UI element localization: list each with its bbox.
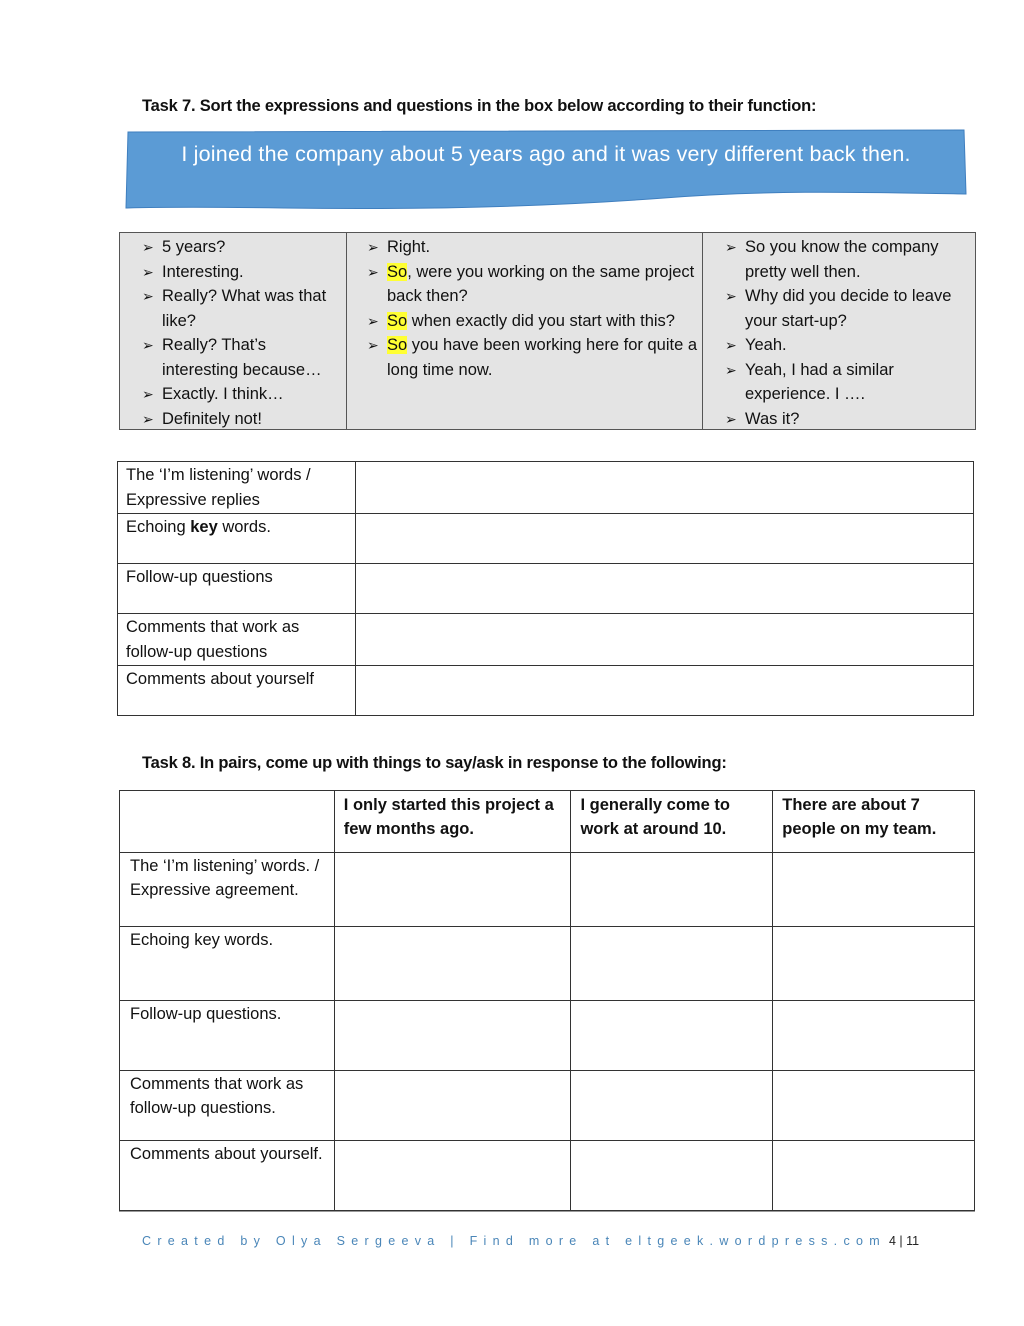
expression-text: Interesting. (162, 262, 244, 281)
task7-heading: Task 7. Sort the expressions and questions in the box below according to their function: (142, 97, 817, 115)
expression-text: Definitely not! (162, 409, 262, 428)
label-text: The ‘I’m listening’ words / Expressive replies (126, 466, 311, 509)
arrow-bullet-icon: ➢ (367, 312, 379, 329)
header-corner-cell (120, 791, 335, 853)
footer-credit: Created by Olya Sergeeva | Find more at eltgeek.wordpress.com (142, 1234, 886, 1248)
arrow-bullet-icon: ➢ (725, 337, 737, 353)
table-row (118, 514, 974, 564)
expression-item (120, 407, 346, 432)
table-row (120, 927, 975, 1001)
expression-text: Really? That’s interesting because… (162, 336, 322, 379)
label-text: Comments that work as follow-up questions (126, 618, 300, 661)
answer-cell[interactable] (356, 614, 974, 666)
arrow-bullet-icon: ➢ (367, 337, 379, 353)
arrow-bullet-icon: ➢ (142, 410, 154, 427)
banner-text: I joined the company about 5 years ago and it was very different back then. (181, 142, 911, 166)
expression-text: you have been working here for quite a long time now. (387, 336, 698, 379)
answer-cell[interactable] (356, 666, 974, 716)
expression-text: Yeah. (745, 336, 787, 354)
table-row (120, 1071, 975, 1141)
label-text: words. (217, 518, 271, 536)
expression-item (703, 333, 975, 358)
banner (124, 128, 968, 214)
table-header-row (120, 791, 975, 853)
function-label (118, 614, 356, 666)
row-label: Echoing key words. (120, 927, 335, 1001)
arrow-bullet-icon: ➢ (725, 361, 737, 378)
expressions-column-2 (347, 233, 703, 429)
expression-item (120, 333, 346, 382)
expression-text: when exactly did you start with this? (407, 311, 675, 330)
arrow-bullet-icon: ➢ (725, 288, 737, 304)
arrow-bullet-icon: ➢ (142, 263, 154, 280)
answer-cell[interactable] (773, 1001, 975, 1071)
expression-item (120, 260, 346, 285)
expression-text: 5 years? (162, 238, 226, 256)
arrow-bullet-icon: ➢ (142, 386, 154, 402)
expression-item (347, 260, 702, 309)
arrow-bullet-icon: ➢ (367, 263, 379, 280)
banner-shape (124, 128, 968, 214)
expression-item (703, 235, 975, 284)
task7-sort-table (117, 461, 974, 716)
expression-text: So you know the company pretty well then. (745, 238, 939, 281)
arrow-bullet-icon: ➢ (142, 239, 154, 255)
expression-text: Really? What was that like? (162, 287, 327, 330)
arrow-bullet-icon: ➢ (142, 288, 154, 304)
expression-text: Right. (387, 238, 431, 256)
expression-item (703, 284, 975, 333)
task8-response-table (119, 790, 975, 1211)
expression-text: Why did you decide to leave your start-up? (745, 287, 952, 330)
row-label: Comments that work as follow-up questions. (120, 1071, 335, 1141)
expression-item (120, 235, 346, 260)
answer-cell[interactable] (571, 1141, 773, 1211)
expression-item (347, 333, 702, 382)
expression-item (120, 284, 346, 333)
answer-cell[interactable] (334, 853, 571, 927)
expression-item (703, 407, 975, 432)
answer-cell[interactable] (571, 1071, 773, 1141)
column-header: There are about 7 people on my team. (773, 791, 975, 853)
answer-cell[interactable] (773, 853, 975, 927)
footer-divider (119, 1211, 975, 1212)
row-label: Comments about yourself. (120, 1141, 335, 1211)
expression-item (120, 382, 346, 407)
answer-cell[interactable] (773, 1141, 975, 1211)
table-row (120, 1001, 975, 1071)
table-row (118, 462, 974, 514)
highlighted-word: So (387, 311, 408, 330)
label-text: Follow-up questions (126, 568, 273, 586)
table-row (120, 1141, 975, 1211)
answer-cell[interactable] (356, 564, 974, 614)
label-text: Comments about yourself (126, 670, 315, 688)
table-row (118, 666, 974, 716)
arrow-bullet-icon: ➢ (725, 239, 737, 255)
answer-cell[interactable] (334, 1141, 571, 1211)
expression-text: Yeah, I had a similar experience. I …. (745, 360, 894, 403)
answer-cell[interactable] (334, 927, 571, 1001)
expression-text: Was it? (745, 409, 800, 428)
function-label (118, 514, 356, 564)
expression-item (347, 235, 702, 260)
column-header: I only started this project a few months ago. (334, 791, 571, 853)
expressions-column-3 (703, 233, 975, 429)
label-text: Echoing (126, 518, 191, 536)
answer-cell[interactable] (334, 1071, 571, 1141)
answer-cell[interactable] (773, 1071, 975, 1141)
function-label (118, 564, 356, 614)
arrow-bullet-icon: ➢ (367, 239, 379, 255)
table-row (120, 853, 975, 927)
answer-cell[interactable] (356, 514, 974, 564)
answer-cell[interactable] (773, 927, 975, 1001)
expressions-column-1 (120, 233, 347, 429)
table-row (118, 564, 974, 614)
row-label: Follow-up questions. (120, 1001, 335, 1071)
highlighted-word: So (387, 262, 408, 281)
table-row (118, 614, 974, 666)
expression-item (347, 309, 702, 334)
function-label (118, 462, 356, 514)
answer-cell[interactable] (571, 927, 773, 1001)
expression-text: , were you working on the same project back then? (387, 262, 695, 305)
arrow-bullet-icon: ➢ (142, 337, 154, 353)
task8-heading: Task 8. In pairs, come up with things to say/ask in response to the following: (142, 754, 727, 772)
column-header: I generally come to work at around 10. (571, 791, 773, 853)
answer-cell[interactable] (571, 853, 773, 927)
expression-item (703, 358, 975, 407)
row-label: The ‘I’m listening’ words. / Expressive agreement. (120, 853, 335, 927)
answer-cell[interactable] (334, 1001, 571, 1071)
answer-cell[interactable] (356, 462, 974, 514)
expressions-box (119, 232, 976, 430)
highlighted-word: So (387, 336, 408, 354)
arrow-bullet-icon: ➢ (725, 410, 737, 427)
function-label (118, 666, 356, 716)
label-bold-text: key (190, 518, 218, 536)
answer-cell[interactable] (571, 1001, 773, 1071)
page-number: 4 | 11 (889, 1234, 920, 1248)
expression-text: Exactly. I think… (162, 385, 284, 403)
